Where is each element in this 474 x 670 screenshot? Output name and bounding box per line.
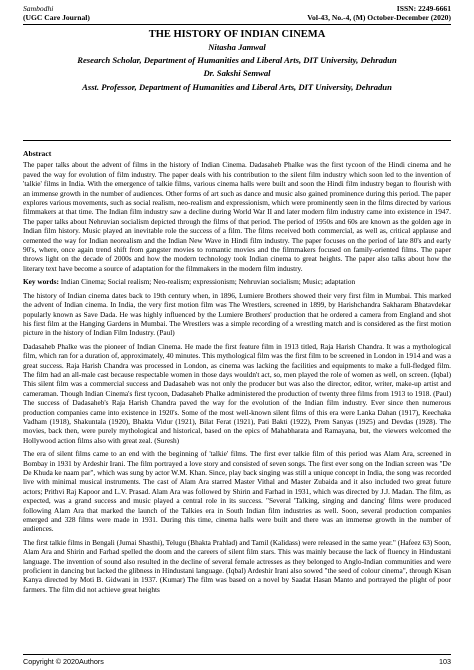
body-paragraph: The first talkie films in Bengali (Jumai Shasthi), Telugu (Bhakta Prahlad) and Tamil (Kalidass) were released in the same year." (Hafeez 63) Soon, Alam Ara and Shirin and Farhad spelled the doom and the careers of silent film stars. This was mainly because the lack of fluency in Hindustani language. The invention of sound also resulted in the decline of several female actresses as they belonged to Anglo-Indian communities and were proficient in dancing but lacked the glibness in Hindustani language. (Iqbal) Ardeshir Irani also sowed "the seed of colour cinema", through Kisan Kanya directed by Moti B. Gidwani in 1937. (Kumar) The film was based on a novel by Saadat Hasan Manto and portrayed the plight of poor farmers. The film did not achieve great heights: [23, 537, 451, 594]
title-block: [23, 28, 451, 94]
page-footer: [23, 657, 451, 666]
title-divider: [23, 140, 451, 141]
keywords-text: Indian Cinema; Social realism; Neo-realism; expressionism; Nehruvian socialism; Music; adaptation: [58, 277, 356, 287]
journal-name: Sambodhi: [23, 4, 54, 13]
journal-note: (UGC Care Journal): [23, 13, 90, 22]
abstract-text: The paper talks about the advent of films in the history of Indian Cinema. Dadasaheb Phalke was the first tycoon of the Hindi cinema and he paved the way for evolution of film industry. The paper deals with his contribution to the silent film industry which soon led to the invention of 'talkie' films in India. With the emergence of talkie films, various cinema halls were built and soon the Hindi film industry began to flourish with an immense growth in the number of audiences. Other forms of art such as dance and music also gained prominence during this period. The paper explores various movements, such as social realism, neo-realism and expressionism, which were prominently seen in the films directed by various filmmakers at that time. The Indian film industry saw a decline during World War II and later modern film industry came into existence in 1947. The paper talks about Nehruvian socialism depicted through the films of that period. The period of 1950s and 60s are known as the golden age in Indian film history. Music played an inevitable role the success of a film. The films received both commercial, as well as, critical applause and cemented the way for Indian neorealism and the Indian New Wave in Hindi film industry. The paper focuses on the period of late 80's and early 90's, where, once again trend shift from gangster movies to romantic movies and the filmmakers focused on family-oriented films. The paper throws light on the decade of 2000s and how the modern technology took Indian cinema to great heights. The paper also talks about how the literary text have become a source of adaptation for the filmmakers in the modern film industry.: [23, 160, 451, 273]
header-divider: [23, 24, 451, 25]
copyright: Copyright © 2020Authors: [23, 657, 104, 666]
body-paragraph: Dadasaheb Phalke was the pioneer of Indian Cinema. He made the first feature film in 1913 titled, Raja Harish Chandra. It was a mythological film, which ran for a duration of, approximately, 40 minutes. This mythological film was the first film to be screened in London in 1914 and was a great success. Raja Harish Chandra was processed in London, as cinema was lacking the facilities and equipments to make a full-fledged film. The film had an all-male cast because respectable women in those days wouldn't act, so, men played the role of women as well, on screen. (Iqbal) This silent film was a commercial success and Dadasaheb was not only the producer but was also the director, editor, writer, make-up artist and cameraman. Though Indian Cinema's first tycoon, Dadasaheb Phalke administered the production of twenty three films from 1913 to 1918. (Paul) The success of Dadasaheb's Raja Harish Chandra paved the way for the evolution of the Indian film industry. Ever since then numerous production companies came into existence in 1920's. Some of the most well-known silent films of this era were Lanka Dahan (1917), Keechaka Vadham (1918), Shakuntala (1920), Bhakta Vidur (1921), Bilat Ferat (1921), Pati Bakti (1922), Prem Sanyas (1925) and Devdas (1928). The movies, back then, were purely mythological and historical, based on the epics of Mahabharata and Ramayana, but, the viewers welcomed the Hollywood action films also with great zeal. (Suresh): [23, 341, 451, 445]
affiliation-2: Asst. Professor, Department of Humanities and Liberal Arts, DIT University, Dehradun: [82, 81, 392, 92]
body-paragraph: The era of silent films came to an end with the beginning of 'talkie' films. The first ever talkie film of this period was Alam Ara, screened in Bombay in 1931 by Ardeshir Irani. The film portrayed a love story and consisted of seven songs. The first ever song on the Indian screen was "De De Khuda ke naam par", which was sung by actor W.M. Khan. Since, play back singing was still a unique concept in India, the song was recorded live with minimal musical instruments. The cast of Alam Ara starred Master Vithal and Master Zubaida and it also included two great future actors; Prithvi Raj Kapoor and L.V. Prasad. Alam Ara was followed by Shirin and Farhad in 1931, which was directed by J.J. Madan. The film, as expected, was a grand success and music played a central role in its success. "Several 'Talking, singing and dancing' films were produced following Alam Ara that marked the launch of the Talkies era in South Indian film industries as well. Soon, several production companies emerged and 328 films were made in 1931. During this time, cinema halls were built and there was an immense growth in the number of audiences.: [23, 449, 451, 534]
article-body: [23, 149, 451, 598]
article-title: THE HISTORY OF INDIAN CINEMA: [148, 29, 326, 40]
issn: ISSN: 2249-6661: [396, 4, 451, 13]
abstract-heading: Abstract: [23, 149, 52, 158]
author-2: Dr. Sakshi Semwal: [203, 68, 271, 79]
footer-divider: [23, 654, 451, 655]
author-1: Nitasha Jamwal: [208, 42, 266, 52]
affiliation-1: Research Scholar, Department of Humanities and Liberal Arts, DIT University, Dehradun: [77, 55, 397, 66]
running-header: [23, 4, 451, 22]
body-paragraph: The history of Indian cinema dates back to 19th century when, in 1896, Lumiere Brothers showed their very first film in Mumbai. This marked the advent of Indian cinema. In India, the very first motion film was The Wrestlers, screened in 1899, by Harishchandra Sakharam Bhatavdekar popularly known as Save Dada. He was highly influenced by the Lumiere Brothers' production that he ordered a camera from England and shot his first film at the Hanging Gardens in Mumbai. The Wrestlers was a simple recording of a wrestling match and is considered as the first motion picture in the history of Indian Film Industry. (Paul): [23, 290, 451, 338]
keywords: [23, 277, 451, 286]
page-number: 103: [439, 657, 451, 666]
keywords-label: Key words:: [23, 277, 59, 287]
volume-info: Vol-43, No.-4, (M) October-December (2020): [307, 13, 451, 22]
